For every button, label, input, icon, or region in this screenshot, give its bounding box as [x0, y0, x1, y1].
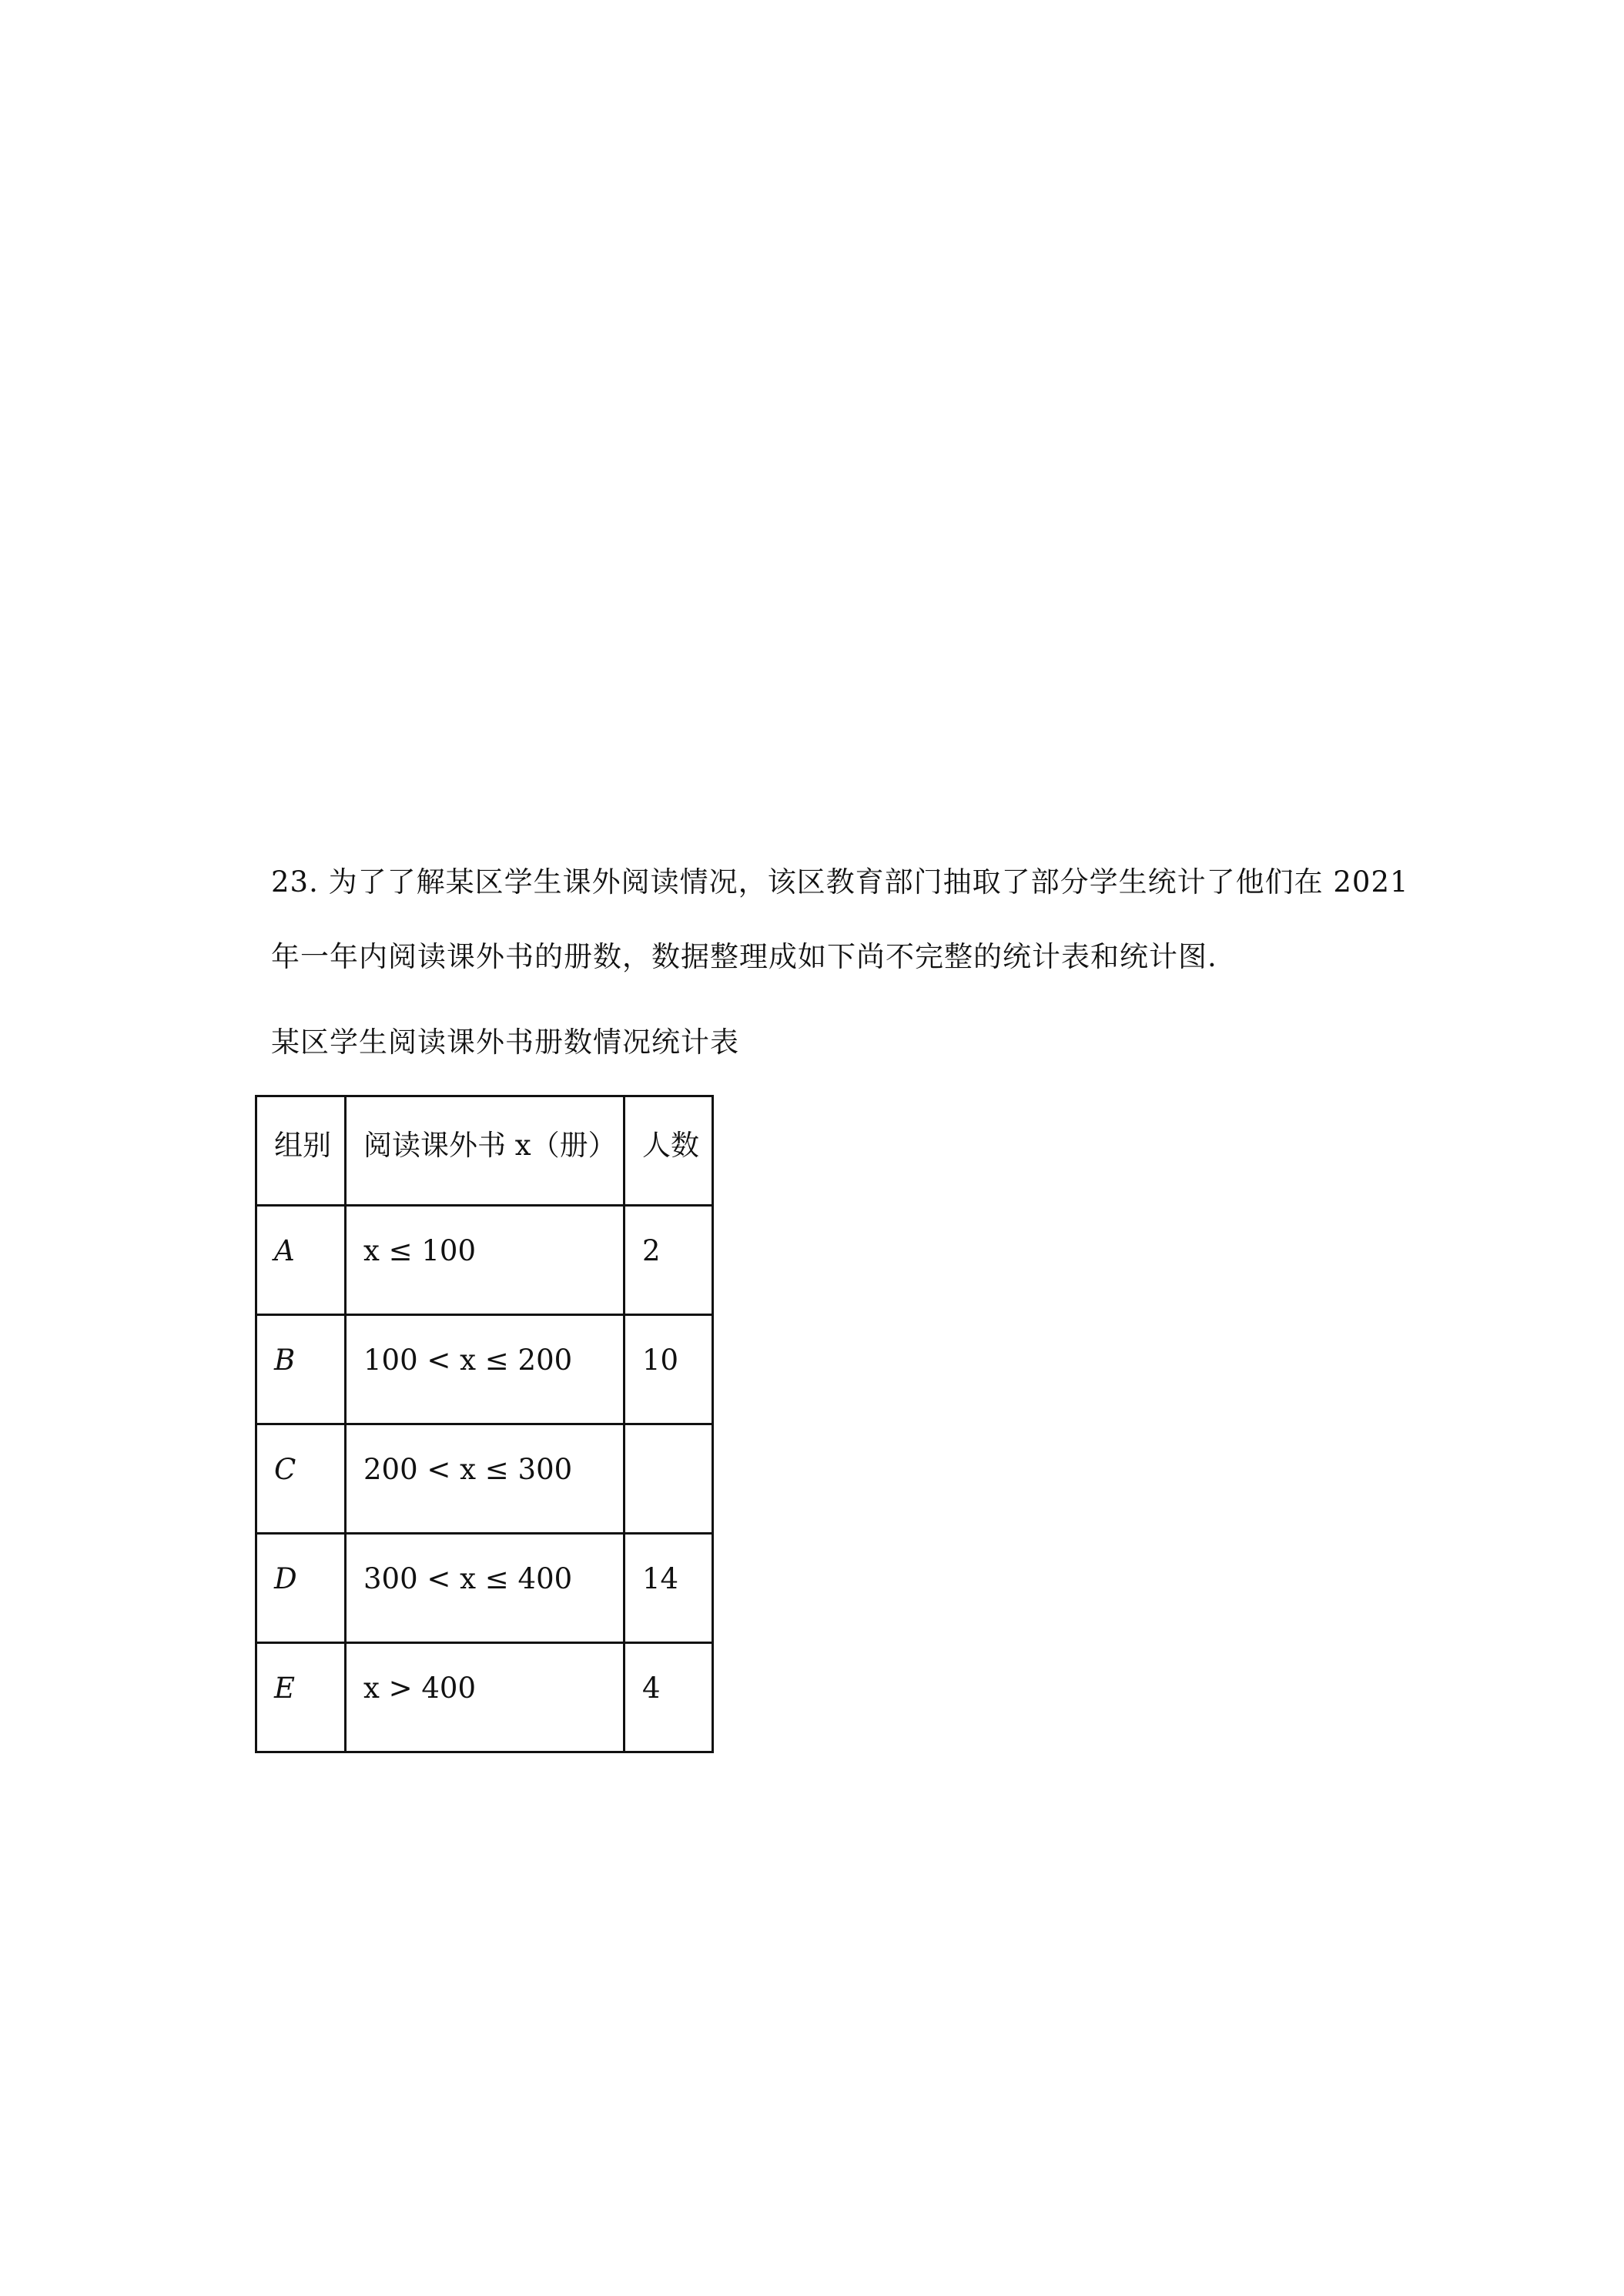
table-row: [256, 1424, 713, 1534]
statistics-table: [255, 1095, 714, 1753]
table-row: [256, 1315, 713, 1424]
table-row: [256, 1206, 713, 1315]
cell-group: B: [256, 1315, 346, 1424]
cell-group: C: [256, 1424, 346, 1534]
header-range: 阅读课外书 x（册）: [346, 1096, 624, 1206]
problem-text-line-1: 23. 为了了解某区学生课外阅读情况，该区教育部门抽取了部分学生统计了他们在 2021: [271, 865, 1409, 899]
cell-count-blank: [624, 1424, 713, 1534]
cell-count: 10: [624, 1315, 713, 1424]
table-caption: 某区学生阅读课外书册数情况统计表: [271, 1026, 739, 1059]
cell-range: 100 < x ≤ 200: [346, 1315, 624, 1424]
cell-group: D: [256, 1534, 346, 1643]
cell-range: 200 < x ≤ 300: [346, 1424, 624, 1534]
cell-group: A: [256, 1206, 346, 1315]
cell-count: 2: [624, 1206, 713, 1315]
cell-range: 300 < x ≤ 400: [346, 1534, 624, 1643]
cell-count: 14: [624, 1534, 713, 1643]
table-header-row: [256, 1096, 713, 1206]
header-group: 组别: [256, 1096, 346, 1206]
cell-range: x > 400: [346, 1643, 624, 1752]
cell-group: E: [256, 1643, 346, 1752]
cell-range: x ≤ 100: [346, 1206, 624, 1315]
table-row: [256, 1534, 713, 1643]
cell-count: 4: [624, 1643, 713, 1752]
problem-text-line-2: 年一年内阅读课外书的册数，数据整理成如下尚不完整的统计表和统计图.: [271, 940, 1217, 973]
table-row: [256, 1643, 713, 1752]
header-count: 人数: [624, 1096, 713, 1206]
